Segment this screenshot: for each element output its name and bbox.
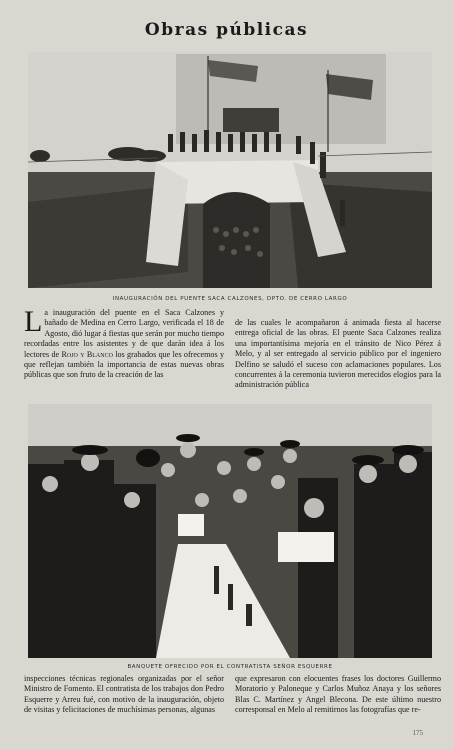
article-column-left-1 bbox=[24, 305, 224, 381]
article-column-right-1 bbox=[235, 318, 441, 391]
banquet-photo-caption: BANQUETE OFRECIDO POR EL CONTRATISTA SEÑOR ESQUERRE bbox=[127, 664, 333, 670]
article-column-right-2 bbox=[235, 674, 441, 716]
article-text: los grabados que les ofrecemos y que reflejan también la importancia de estas nuevas obras públicas que son fruto de la creación de las bbox=[24, 349, 224, 380]
article-text: que expresaron con elocuentes frases los doctores Guillermo Moratorio y Paloneque y Carlos Muñoz Anaya y los señores Blas C. Martínez y Angel Blecona. De este último nuestro corresponsal en Melo al remitirnos las fotografías que re- bbox=[235, 674, 441, 715]
bridge-photo-caption: INAUGURACIÓN DEL PUENTE SACA CALZONES, DPTO. DE CERRO LARGO bbox=[112, 296, 348, 302]
article-column-left-2 bbox=[24, 674, 224, 716]
bridge-photo bbox=[28, 52, 432, 288]
article-text: a inauguración del puente en el Saca Calzones y bañado de Medina en Cerro Largo, verificada el 18 de Agosto, dió lugar á fiestas que serán por mucho tiempo recordadas entre los asistentes y de que darán idea á los lectores de bbox=[24, 308, 224, 359]
banquet-photo bbox=[28, 404, 432, 658]
drop-cap: L bbox=[24, 305, 43, 338]
page-number: 175 bbox=[412, 729, 423, 737]
magazine-name: Rojo y Blanco bbox=[61, 349, 113, 359]
article-text: de las cuales le acompañaron á animada fiesta al hacerse entrega oficial de las obras. El puente Saca Calzones realiza una importantísima mejoría en el tránsito de Nico Pérez á Melo, y al ser entregado al servicio público por el ingeniero Delfino se saludó el suceso con aclamaciones populares. Los concurrentes á la ceremonia tuvieron merecidos elogios para la administración pública bbox=[235, 318, 441, 390]
page-title: Obras públicas bbox=[144, 20, 309, 40]
article-text: inspecciones técnicas regionales organizadas por el señor Ministro de Fomento. El contratista de los trabajos don Pedro Esquerre y Arreu fué, con motivo de la inauguración, objeto de visitas y felicitaciones de muchísimas personas, algunas bbox=[24, 674, 224, 715]
